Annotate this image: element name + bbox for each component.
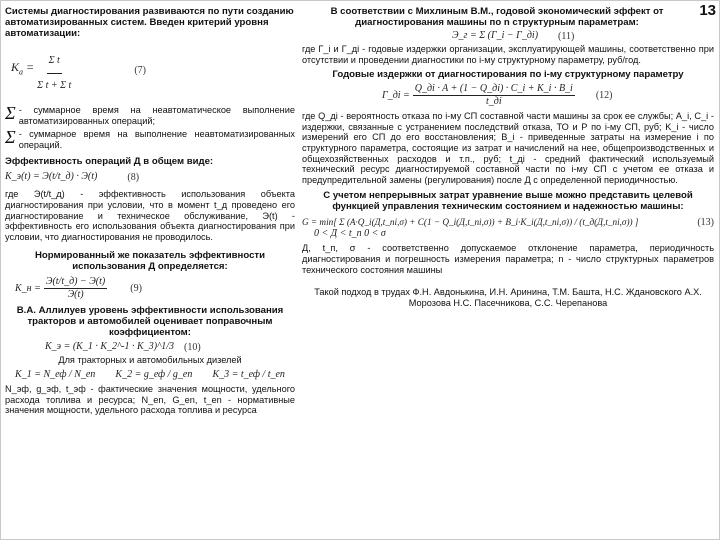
formula-11-text: Э_г = Σ (Г_i − Г_дi)	[452, 30, 539, 41]
formula-12-denominator: t_дi	[486, 96, 502, 108]
formula-9-number: (9)	[130, 283, 142, 295]
right-heading-target-function: С учетом непрерывных затрат уравнение выше можно представить целевой функцией управления техническим состоянием и надежностью машины:	[323, 190, 693, 213]
right-heading-annual-costs: Годовые издержки от диагностирования по i-му структурному параметру	[332, 69, 684, 81]
formula-k1: K_1 = N_еф / N_еn	[15, 368, 96, 380]
right-text-authors: Такой подход в трудах Ф.Н. Авдонькина, И.Н. Аринина, Т.М. Башта, Н.С. Ждановского А.Х. Морозова Н.С. Пасечникова, С.С. Черепанова	[314, 287, 702, 308]
formula-12-number: (12)	[595, 90, 613, 102]
formula-12-lhs: Г_дi =	[382, 89, 410, 101]
definition-2	[5, 129, 295, 150]
formula-10-number: (10)	[184, 341, 201, 353]
left-heading-normalized: Нормированный же показатель эффективности использования Д определяется:	[35, 250, 265, 273]
left-heading-efficiency: Эффективность операций Д в общем виде:	[5, 156, 214, 168]
left-text-actual-values: N_эф, g_эф, t_эф - фактические значения мощности, удельного расхода топлива и ресурса; N_en, G_en, t_en - нормативные значения мощности, удельного расхода топлива и ресурса	[5, 383, 295, 416]
definition-1	[5, 105, 295, 126]
left-heading-alliluev: В.А. Аллилуев уровень эффективности использования тракторов и автомобилей оценивает поправочным коэффициентом:	[16, 305, 284, 339]
formula-11	[452, 30, 714, 42]
formula-13-text: G = min[ Σ (A·Q_i(Д,t_пi,σ) + C(1 − Q_i(Д,t_пi,σ)) + B_i·K_i(Д,t_пi,σ)) / (t_д(Д,t_пi,σ)) ]	[302, 217, 639, 228]
formula-11-number: (11)	[558, 30, 575, 42]
formula-8	[5, 171, 295, 183]
formula-9-denominator: Э(t)	[67, 289, 84, 301]
right-text-failure-probability: где Q_дi - вероятность отказа по i-му СП составной части машины за срок ее службы; A_i, C_i - издержки, связанные с устранением последствий отказа, ТО и Р по i-му СП, руб; K_i - число измерений его СП до его восстановления; B_i - приведенные затраты на измерение i по структурного параметра, состоящие из затрат и начислений на нее, общепроизводственных и общехозяйственных расходов и т.п., руб; t_дi - средний фактический используемый технический ресурс диагностируемой составной части по i-му СП с учетом ее отказа и предупредительной замены (регулирования) после Д с определенной периодичностью.	[302, 111, 714, 185]
formula-10-text: K_э = (K_1 · K_2^-1 · K_3)^1/3	[45, 341, 175, 353]
formula-k3: K_3 = t_еф / t_еn	[212, 368, 285, 380]
sum-symbol: Σ	[5, 127, 16, 148]
left-text-efficiency: где Э(t/t_д) - эффективность использования объекта диагностирования при условии, что в момент t_д проведено его диагностирование и техническое обслуживание, Э(t) - эффективность его использования объекта диагностирования при условии, что диагностирования не проводилось.	[5, 189, 295, 242]
definition-1-text: - суммарное время на неавтоматическое выполнение автоматизированных операций;	[18, 105, 295, 126]
formula-13-constraint: 0 < Д < t_п 0 < σ	[314, 228, 386, 240]
left-text-diesel: Для тракторных и автомобильных дизелей	[58, 355, 242, 366]
formula-12-fraction	[413, 83, 575, 108]
formula-9	[15, 276, 295, 301]
left-heading-automation: Системы диагностирования развиваются по пути созданию автоматизированных систем. Введен критерий уровня автоматизации:	[5, 6, 294, 39]
formula-10	[45, 341, 295, 353]
formula-12-numerator: Q_дi · A + (1 − Q_дi) · C_i + K_i · B_i	[414, 83, 573, 95]
formula-7-fraction	[37, 49, 71, 92]
left-column	[5, 6, 295, 416]
formula-13	[302, 216, 714, 228]
formula-8-text: K_э(t) = Э(t/t_д) · Э(t)	[5, 171, 98, 183]
formula-8-number: (8)	[127, 171, 140, 183]
formula-9-lhs: K_н =	[15, 282, 41, 294]
definition-2-text: - суммарное время на выполнение неавтоматизированных операций.	[18, 129, 295, 150]
formula-7-numerator: Σ t	[47, 49, 62, 74]
formula-9-numerator: Э(t/t_д) − Э(t)	[45, 276, 106, 288]
formula-9-fraction	[44, 276, 107, 301]
right-text-parameters: Д, t_п, σ - соответственно допускаемое отклонение параметра, периодичность диагностирования и погрешность измерения параметра; n - число структурных параметров технического состояния машины	[302, 243, 714, 275]
formula-13-number: (13)	[697, 216, 714, 228]
formula-12	[382, 83, 714, 108]
sum-symbol: Σ	[5, 103, 16, 123]
formula-row	[5, 369, 295, 381]
formula-7-number: (7)	[134, 64, 146, 76]
formula-7	[11, 41, 295, 99]
page-number: 13	[699, 2, 716, 19]
formula-7-denominator: Σ t + Σ t	[37, 79, 72, 91]
formula-k2: K_2 = g_еф / g_еn	[115, 368, 193, 380]
right-heading-mikhlin: В соответствии с Михлиным В.М., годовой экономический эффект от диагностирования машины по n структурным параметрам:	[330, 6, 664, 28]
right-column	[302, 6, 714, 308]
right-text-annual-costs: где Г_i и Г_дi - годовые издержки организации, эксплуатирующей машины, соответственно при отсутствии и проведении диагностики по i-му структурному параметру, руб/год.	[302, 44, 714, 65]
formula-7-lhs: $K_a$ =	[11, 60, 35, 77]
